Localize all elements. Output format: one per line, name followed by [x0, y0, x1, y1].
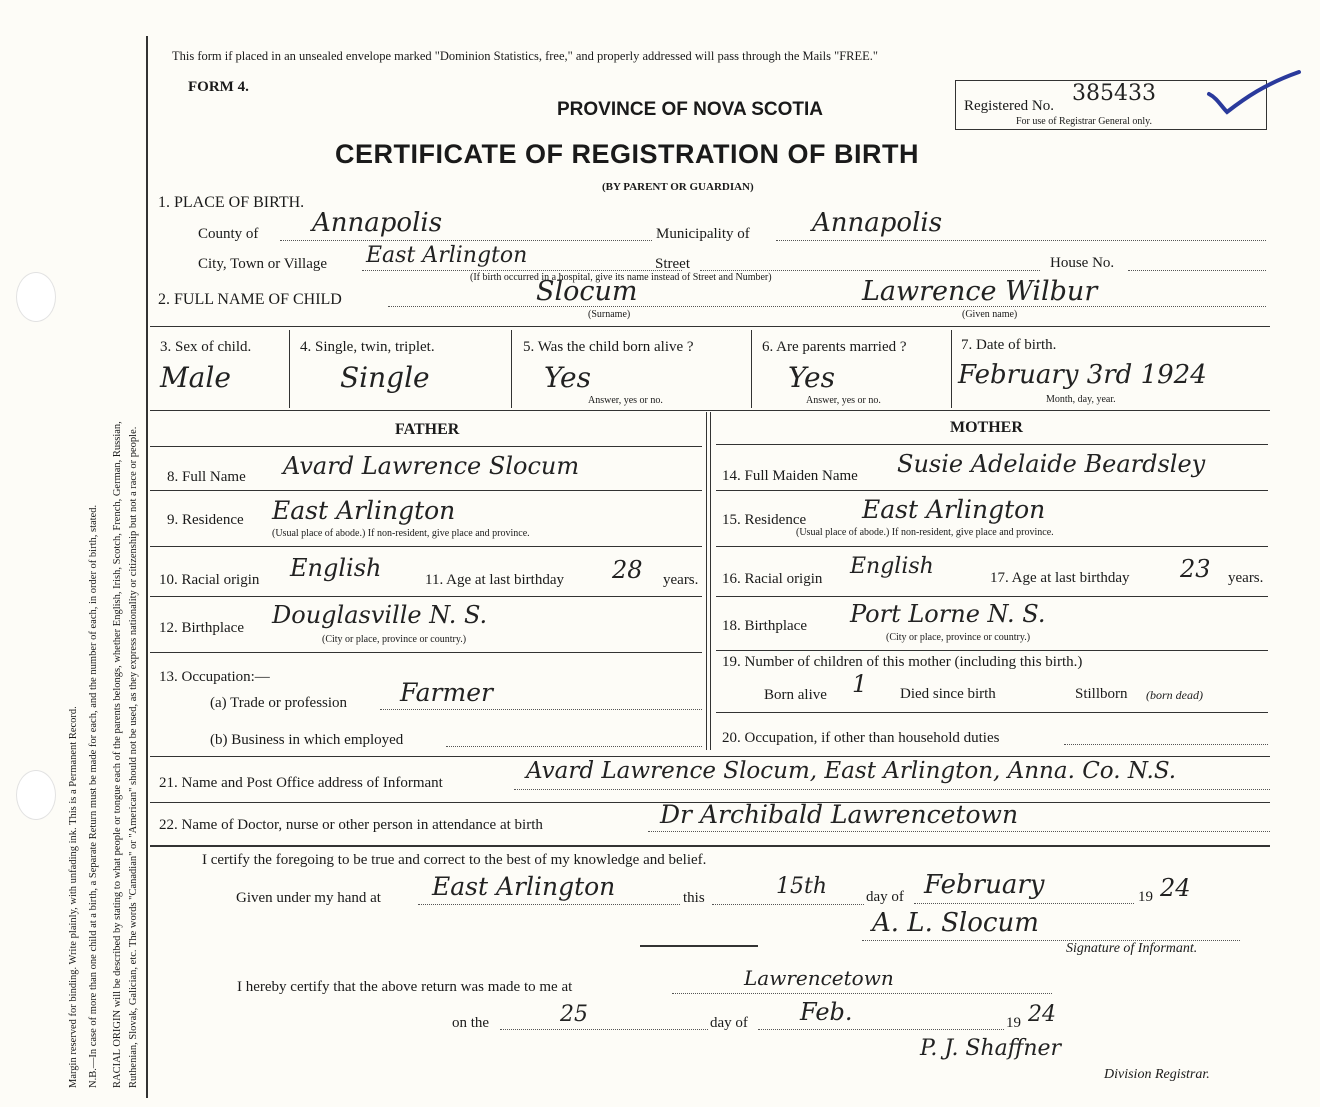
mother-residence-value: East Arlington [862, 495, 1046, 524]
father-name-label: 8. Full Name [167, 469, 246, 485]
parents-married-label: 6. Are parents married ? [762, 339, 907, 355]
informant-line [514, 789, 1270, 790]
father-row-rule [150, 446, 702, 447]
dob-value: February 3rd 1924 [958, 360, 1207, 390]
box-divider [511, 330, 512, 408]
mother-row-rule [716, 596, 1268, 597]
father-racial-value: English [290, 554, 382, 582]
father-racial-label: 10. Racial origin [159, 572, 260, 588]
registration-on-the-label: on the [452, 1015, 490, 1031]
child-name-line [388, 306, 1266, 307]
registrar-place-line [672, 993, 1052, 994]
mother-heading: MOTHER [950, 419, 1023, 436]
mother-racial-label: 16. Racial origin [722, 571, 823, 587]
registration-month-line [758, 1029, 1004, 1030]
certificate-subtitle: (BY PARENT OR GUARDIAN) [602, 181, 754, 193]
father-occupation-label: 13. Occupation:— [159, 669, 270, 685]
mother-age-label: 17. Age at last birthday [990, 570, 1130, 586]
given-year-prefix: 19 [1138, 889, 1153, 905]
registrar-signature: P. J. Shaffner [920, 1036, 1062, 1061]
registration-day-value: 25 [560, 1002, 588, 1027]
given-day-line [712, 904, 864, 905]
father-row-rule [150, 490, 702, 491]
father-birthplace-value: Douglasville N. S. [272, 601, 488, 629]
sex-value: Male [160, 361, 231, 394]
center-rule [640, 945, 758, 947]
father-business-label: (b) Business in which employed [210, 732, 404, 748]
father-age-value: 28 [612, 556, 643, 584]
margin-note-multiple-births: N.B.—In case of more than one child at a birth, a Separate Return must be made for each, and the number of each, in order of birth, stated. [88, 504, 99, 1088]
father-birthplace-note: (City or place, province or country.) [322, 634, 467, 645]
father-trade-label: (a) Trade or profession [210, 695, 348, 711]
mother-occupation-line [1064, 744, 1268, 745]
mother-row-rule [716, 650, 1268, 651]
stillborn-note: (born dead) [1146, 688, 1203, 702]
city-line [362, 270, 682, 271]
informant-signature: A. L. Slocum [872, 908, 1039, 938]
city-value: East Arlington [366, 243, 528, 268]
check-mark-icon [1205, 68, 1305, 116]
given-under-hand-label: Given under my hand at [236, 890, 381, 906]
parents-divider [710, 412, 711, 750]
county-line [280, 240, 652, 241]
father-age-label: 11. Age at last birthday [425, 572, 564, 588]
born-alive-note: Answer, yes or no. [588, 395, 663, 406]
mother-age-unit: years. [1228, 570, 1264, 586]
margin-rule [146, 36, 148, 1098]
punch-hole [16, 770, 56, 820]
dob-note: Month, day, year. [1046, 394, 1116, 405]
row-divider [150, 326, 1270, 327]
mother-birthplace-label: 18. Birthplace [722, 618, 807, 634]
parents-married-note: Answer, yes or no. [806, 395, 881, 406]
county-label: County of [198, 226, 259, 242]
father-age-unit: years. [663, 572, 699, 588]
father-heading: FATHER [395, 421, 460, 438]
father-trade-line [380, 709, 702, 710]
form-number: FORM 4. [188, 79, 249, 95]
child-surname: Slocum [536, 276, 638, 307]
postal-note: This form if placed in an unsealed envelope marked "Dominion Statistics, free," and properly addressed will pass through the Mails "FREE." [172, 49, 879, 63]
county-value: Annapolis [312, 208, 443, 238]
doctor-label: 22. Name of Doctor, nurse or other person in attendance at birth [159, 817, 543, 833]
born-alive-label: 5. Was the child born alive ? [523, 339, 694, 355]
street-label: Street [655, 256, 690, 272]
mother-residence-label: 15. Residence [722, 512, 807, 528]
mother-row-rule [716, 444, 1268, 445]
mother-name-label: 14. Full Maiden Name [722, 468, 858, 484]
given-place-value: East Arlington [432, 872, 616, 901]
sex-label: 3. Sex of child. [160, 339, 252, 355]
surname-note: (Surname) [588, 309, 631, 320]
registrar-place-value: Lawrencetown [744, 966, 894, 990]
registration-year-value: 24 [1028, 1002, 1056, 1027]
died-since-birth-label: Died since birth [900, 686, 996, 702]
father-residence-label: 9. Residence [167, 512, 244, 528]
registrar-label: Division Registrar. [1104, 1067, 1210, 1082]
house-number-line [1128, 270, 1266, 271]
father-residence-note: (Usual place of abode.) If non-resident, give place and province. [272, 528, 530, 539]
dob-label: 7. Date of birth. [961, 337, 1057, 353]
registration-day-line [500, 1029, 708, 1030]
born-alive-value: Yes [544, 361, 591, 394]
child-given-name: Lawrence Wilbur [862, 276, 1098, 307]
box-divider [951, 330, 952, 408]
mother-occupation-label: 20. Occupation, if other than household duties [722, 730, 1000, 746]
section-divider [150, 845, 1270, 847]
informant-label: 21. Name and Post Office address of Informant [159, 775, 443, 791]
street-line [700, 270, 1040, 271]
mother-children-label: 19. Number of children of this mother (including this birth.) [722, 654, 1083, 670]
municipality-value: Annapolis [812, 208, 943, 238]
binding-margin [0, 0, 150, 1107]
child-name-label: 2. FULL NAME OF CHILD [158, 291, 342, 308]
father-row-rule [150, 596, 702, 597]
box-divider [751, 330, 752, 408]
registered-number: 385433 [1072, 81, 1156, 106]
doctor-line [648, 831, 1270, 832]
parents-married-value: Yes [788, 361, 835, 394]
given-day-of-label: day of [866, 889, 904, 905]
box-divider [289, 330, 290, 408]
informant-value: Avard Lawrence Slocum, East Arlington, Anna. Co. N.S. [526, 758, 1177, 784]
born-alive-count-label: Born alive [764, 687, 827, 703]
given-year-value: 24 [1160, 874, 1191, 902]
mother-name-value: Susie Adelaide Beardsley [897, 450, 1206, 478]
given-place-line [418, 904, 680, 905]
father-residence-value: East Arlington [272, 496, 456, 525]
registration-year-prefix: 19 [1006, 1015, 1021, 1031]
father-birthplace-label: 12. Birthplace [159, 620, 244, 636]
margin-note-racial-origin: RACIAL ORIGIN will be described by stating to what people or tongue each of the parents belongs, whether English, Irish, Scotch, French, German, Russian, [112, 421, 123, 1088]
registration-day-of-label: day of [710, 1015, 748, 1031]
given-day-value: 15th [776, 874, 828, 899]
mother-birthplace-note: (City or place, province or country.) [886, 632, 1031, 643]
given-this-label: this [683, 890, 705, 906]
certificate-title: CERTIFICATE OF REGISTRATION OF BIRTH [335, 139, 919, 169]
registered-number-label: Registered No. [964, 98, 1054, 114]
municipality-label: Municipality of [656, 226, 750, 242]
stillborn-label: Stillborn [1075, 686, 1128, 702]
signature-label: Signature of Informant. [1066, 941, 1198, 956]
given-month-line [914, 903, 1134, 904]
doctor-value: Dr Archibald Lawrencetown [660, 800, 1019, 829]
mother-row-rule [716, 546, 1268, 547]
municipality-line [776, 240, 1266, 241]
registration-month-value: Feb. [800, 998, 853, 1026]
mother-racial-value: English [850, 554, 934, 579]
multiplicity-value: Single [340, 361, 430, 394]
father-business-line [446, 746, 702, 747]
parents-divider [706, 412, 707, 750]
born-alive-count-value: 1 [852, 670, 868, 698]
house-number-label: House No. [1050, 255, 1115, 271]
mother-age-value: 23 [1180, 555, 1211, 583]
margin-note-binding: Margin reserved for binding. Write plainly, with unfading ink. This is a Permanent Record. [68, 706, 79, 1088]
multiplicity-label: 4. Single, twin, triplet. [300, 339, 435, 355]
margin-note-nationality: Ruthenian, Slovak, Galician, etc. The words "Canadian" or "American" should not be used, as they express nationality or citizenship but not a race or people. [128, 426, 139, 1088]
mother-birthplace-value: Port Lorne N. S. [850, 600, 1046, 628]
punch-hole [16, 272, 56, 322]
certification-statement: I certify the foregoing to be true and correct to the best of my knowledge and belief. [202, 852, 707, 868]
row-divider [150, 756, 1270, 757]
mother-row-rule [716, 712, 1268, 713]
province-heading: PROVINCE OF NOVA SCOTIA [557, 99, 824, 120]
city-label: City, Town or Village [198, 256, 328, 272]
given-month-value: February [924, 870, 1045, 900]
mother-residence-note: (Usual place of abode.) If non-resident, give place and province. [796, 527, 1054, 538]
row-divider [150, 410, 1270, 411]
registrar-use-note: For use of Registrar General only. [1016, 116, 1152, 127]
mother-row-rule [716, 490, 1268, 491]
street-note: (If birth occurred in a hospital, give its name instead of Street and Number) [470, 272, 772, 283]
place-of-birth-heading: 1. PLACE OF BIRTH. [158, 194, 305, 211]
father-name-value: Avard Lawrence Slocum [283, 452, 580, 480]
registrar-statement: I hereby certify that the above return was made to me at [237, 979, 573, 995]
father-row-rule [150, 546, 702, 547]
father-trade-value: Farmer [400, 678, 493, 707]
father-row-rule [150, 652, 702, 653]
given-name-note: (Given name) [962, 309, 1018, 320]
